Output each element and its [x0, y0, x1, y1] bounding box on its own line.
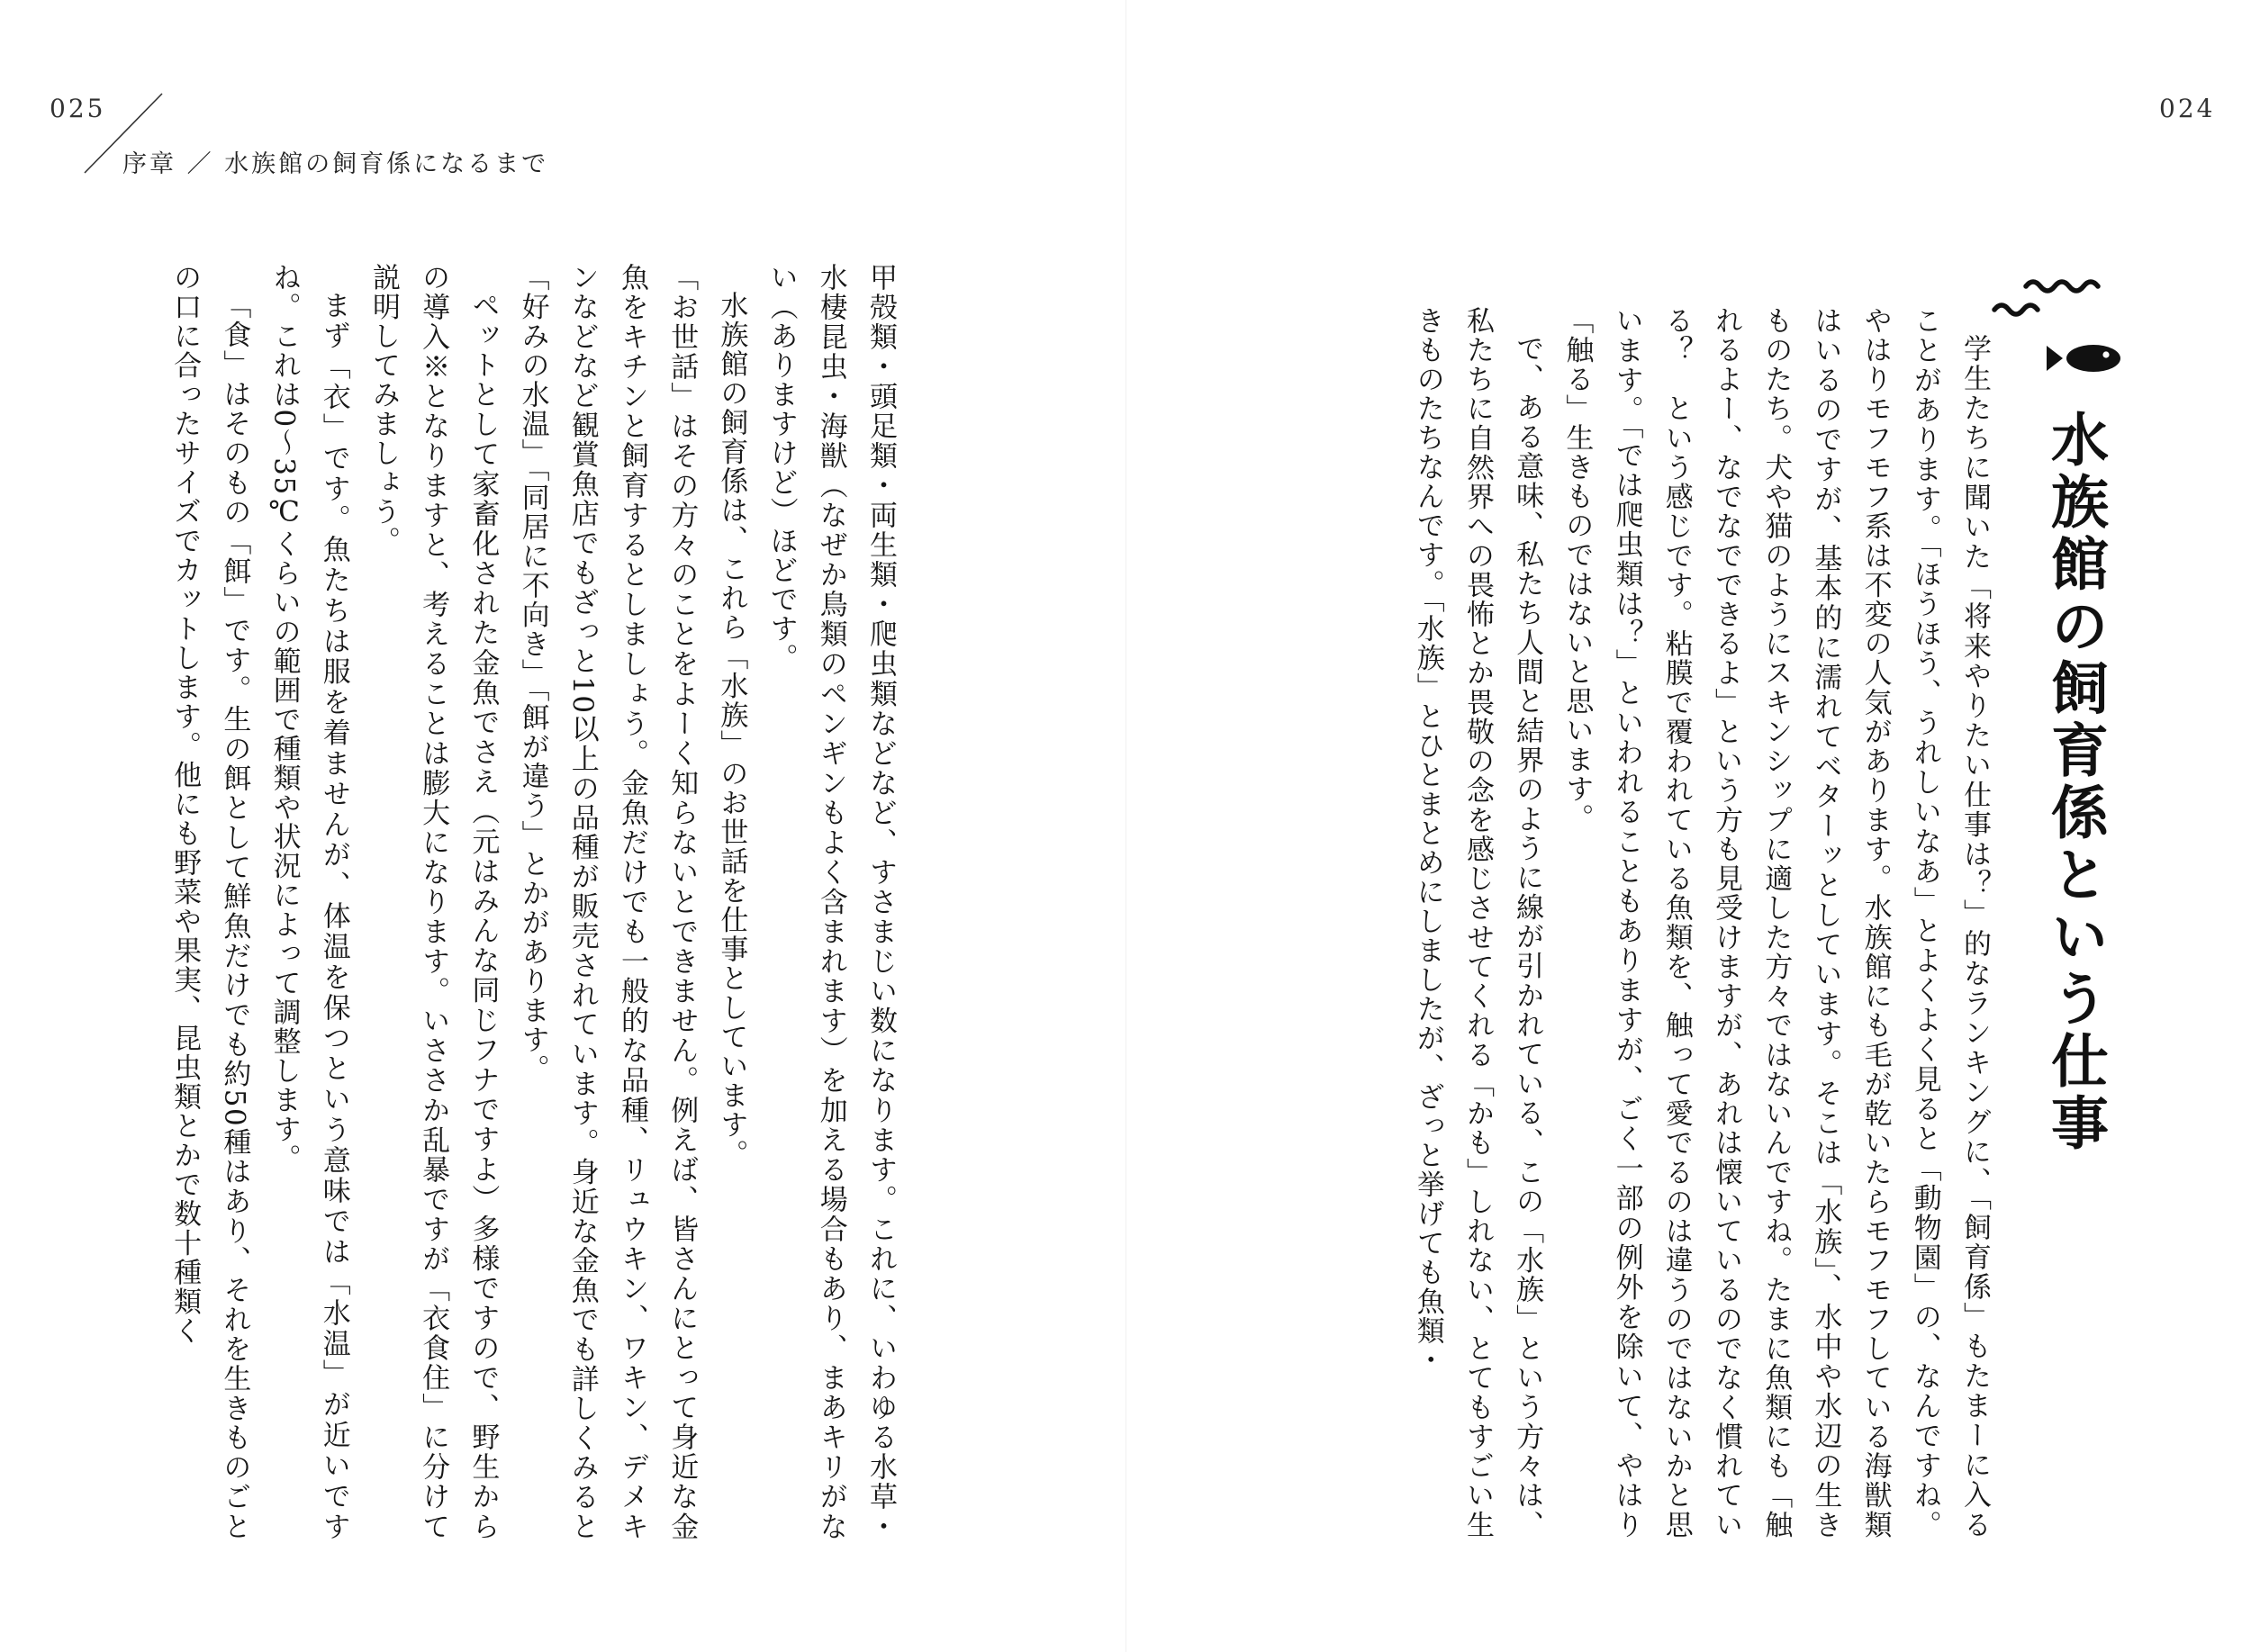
left-paragraph-4: ペットとして家畜化された金魚でさえ（元はみんな同じフナですよ）多様ですので、野生からの導入※となりますと、考えることは膨大になります。いささか乱暴ですが「衣食住」に分けて説明してみましょう。 [366, 263, 500, 1541]
wave-fish-ornament-icon [1985, 268, 2129, 403]
right-paragraph-2: で、ある意味、私たち人間と結界のように線が引かれている、この「水族」という方々は、私たちに自然界への畏怖とか畏敬の念を感じさせてくれる「かも」しれない、とてもすごい生きものたちなんです。「水族」とひとまとめにしましたが、ざっと挙げても魚類・ [1411, 306, 1544, 1539]
running-head: 序章 ／ 水族館の飼育係になるまで [122, 150, 549, 178]
right-page-body [1355, 306, 1999, 1539]
right-page-number: 024 [2159, 94, 2216, 123]
left-paragraph-1: 甲殻類・頭足類・両生類・爬虫類などなど、すさまじい数になります。これに、いわゆる水草・水棲昆虫・海獣（なぜか鳥類のペンギンもよく含まれます）を加える場合もあり、まあキリがない（ありますけど）ほどです。 [764, 263, 897, 1541]
left-paragraph-6: 「食」はそのもの「餌」です。生の餌として鮮魚だけでも約50種はあり、それを生きものごとの口に合ったサイズでカットします。他にも野菜や果実、昆虫類とかで数十種類く [168, 263, 251, 1541]
left-paragraph-2: 水族館の飼育係は、これら「水族」のお世話を仕事としています。 [715, 291, 748, 1169]
right-paragraph-1: 学生たちに聞いた「将来やりたい仕事は？」的なランキングに、「飼育係」もたまーに入ることがあります。「ほうほう、うれしいなあ」とよくよく見ると「動物園」の、なんですね。やはりモフモフ系は不変の人気があります。水族館にも毛が乾いたらモフモフしている海獣類はいるのですが、基本的に濡れてベターッとしています。そこは「水族」、水中や水辺の生きものたち。犬や猫のようにスキンシップに適した方々ではないんですね。たまに魚類にも「触れるよー、なでなでできるよ」という方も見受けますが、あれは懐いているのでなく慣れている？ という感じです。粘膜で覆われている魚類を、触って愛でるのは違うのではないかと思います。「では爬虫類は？」といわれることもありますが、ごく一部の例外を除いて、やはり「触る」生きものではないと思います。 [1560, 306, 1991, 1539]
section-title: 水族館の飼育係という仕事 [2041, 410, 2108, 1155]
left-paragraph-3: 「お世話」はその方々のことをよーく知らないとできません。例えば、皆さんにとって身近な金魚をキチンと飼育するとしましょう。金魚だけでも一般的な品種、リュウキン、ワキン、デメキンなどなど観賞魚店でもざっと10以上の品種が販売されています。身近な金魚でも詳しくみると「好みの水温」「同居に不向き」「餌が違う」とかがあります。 [516, 263, 699, 1541]
left-paragraph-5: まず「衣」です。魚たちは服を着ませんが、体温を保つという意味では「水温」が近いですね。これは0〜35℃くらいの範囲で種類や状況によって調整します。 [267, 263, 350, 1541]
left-page-number: 025 [50, 94, 106, 123]
left-page-body [122, 263, 905, 1541]
